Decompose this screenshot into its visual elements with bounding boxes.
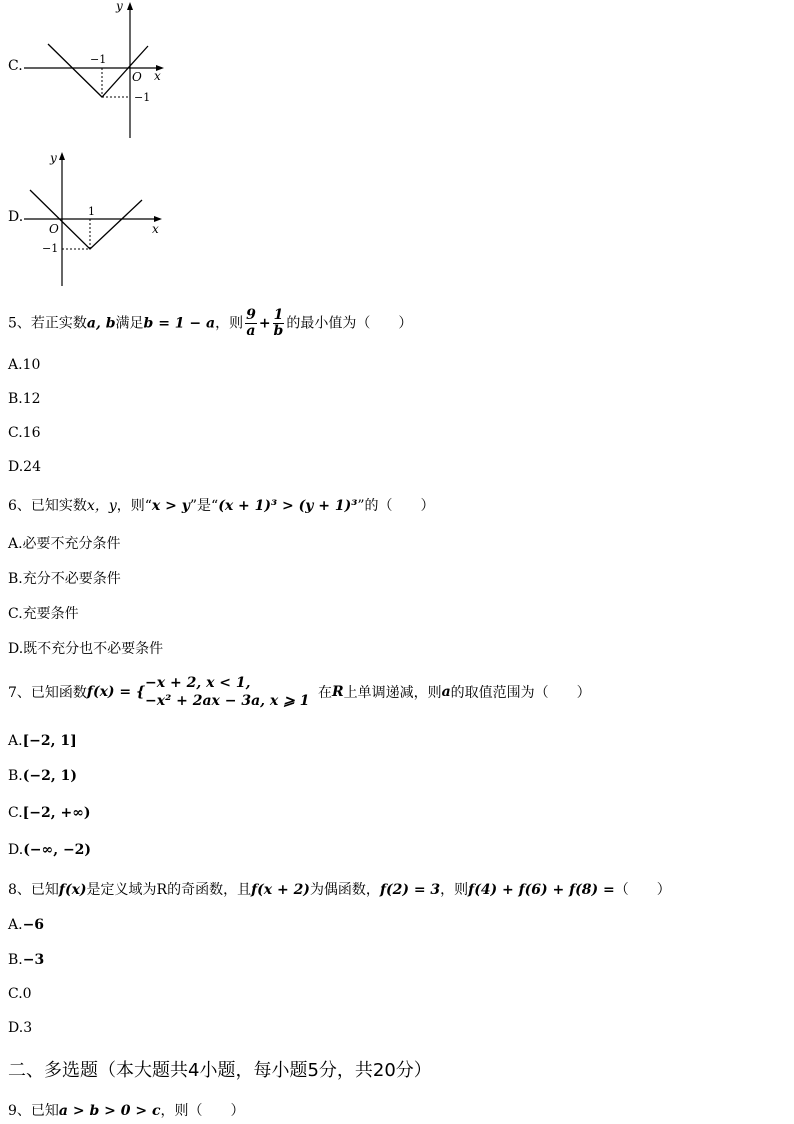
q7-option-a[interactable]: A.[−2, 1] — [8, 733, 77, 749]
fraction-9-over-a: $\frac{9}{a}$ — [246, 307, 256, 339]
graph-d-y-arrow — [59, 152, 65, 160]
q8-option-c[interactable]: C.0 — [8, 986, 32, 1002]
section-2-heading: 二、多选题（本大题共4小题，每小题5分，共20分） — [8, 1060, 432, 1081]
q5-option-c[interactable]: C.16 — [8, 425, 41, 441]
fraction-1-over-b: $\frac{1}{b}$ — [273, 307, 284, 339]
option-d-label: D. — [8, 209, 24, 225]
graph-d-tick-y: −1 — [42, 242, 59, 255]
q8-option-d[interactable]: D.3 — [8, 1020, 33, 1036]
question-6: 6、已知实数x，y，则“x > y”是“(x + 1)³ > (y + 1)³”的（ ） — [8, 498, 435, 514]
graph-c-tick-y: −1 — [134, 91, 151, 104]
graph-c-y-arrow — [127, 2, 133, 10]
q5-option-a[interactable]: A.10 — [8, 357, 41, 373]
q8-option-b[interactable]: B.−3 — [8, 952, 45, 968]
question-5: 5、若正实数a, b满足b = 1 − a，则 $\frac{9}{a}$ + $\frac{1}{b}$ 的最小值为（ ） — [8, 307, 413, 339]
q5-option-d[interactable]: D.24 — [8, 459, 41, 475]
piecewise-definition: −x + 2, x < 1, −x² + 2ax − 3a, x ⩾ 1 — [145, 675, 310, 709]
graph-c-y-label: y — [116, 0, 123, 13]
q8-option-a[interactable]: A.−6 — [8, 917, 45, 933]
q7-option-d[interactable]: D.(−∞, −2) — [8, 842, 92, 858]
question-9: 9、已知a > b > 0 > c，则（ ） — [8, 1103, 245, 1119]
q6-option-d[interactable]: D.既不充分也不必要条件 — [8, 641, 164, 657]
graph-c-tick-x: −1 — [90, 53, 107, 66]
graph-d-y-label: y — [50, 151, 57, 165]
question-8: 8、已知f(x)是定义域为R的奇函数，且f(x + 2)为偶函数，f(2) = 3，则f(4) + f(6) + f(8) =（ ） — [8, 882, 671, 898]
graph-d-tick-x: 1 — [88, 205, 95, 218]
graph-d-origin: O — [49, 222, 59, 236]
q7-option-b[interactable]: B.(−2, 1) — [8, 768, 77, 784]
option-c-label: C. — [8, 58, 23, 74]
graph-c — [22, 0, 172, 140]
q7-option-c[interactable]: C.[−2, +∞) — [8, 805, 91, 821]
graph-d-x-label: x — [152, 222, 159, 236]
q6-option-b[interactable]: B.充分不必要条件 — [8, 571, 121, 587]
graph-c-x-label: x — [154, 69, 161, 83]
question-7: 7、已知函数f(x) = { −x + 2, x < 1, −x² + 2ax − 3a, x ⩾ 1 在R上单调递减，则a的取值范围为（ ） — [8, 675, 591, 709]
graph-c-origin: O — [132, 70, 142, 84]
q6-option-a[interactable]: A.必要不充分条件 — [8, 536, 121, 552]
q6-option-c[interactable]: C.充要条件 — [8, 606, 79, 622]
graph-d — [22, 148, 172, 288]
q5-option-b[interactable]: B.12 — [8, 391, 41, 407]
